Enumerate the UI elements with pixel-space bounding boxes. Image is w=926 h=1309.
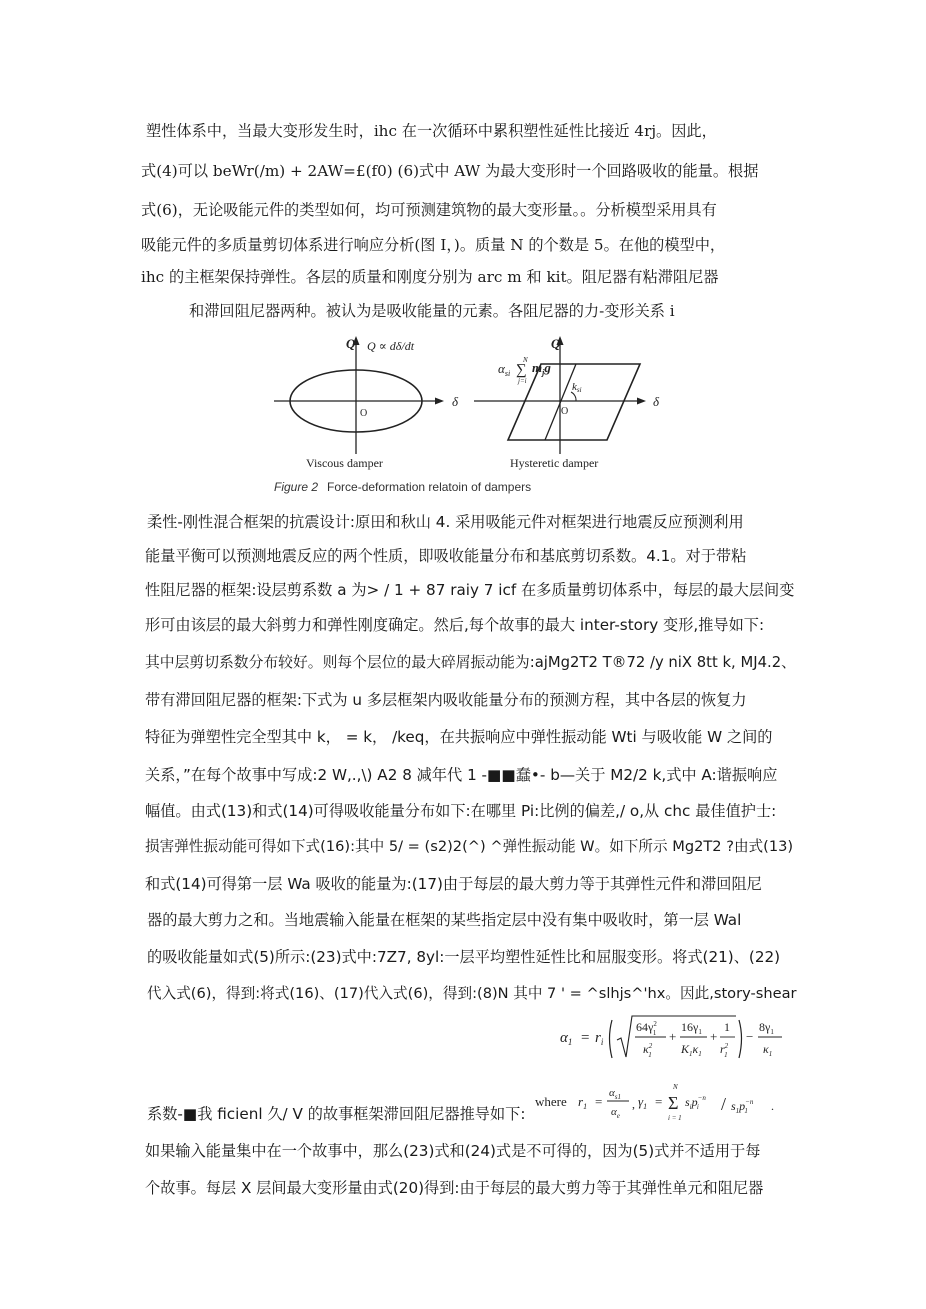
caption-number: Figure 2 [274,480,319,494]
text-line: 塑性体系中，当最大变形发生时，ihc 在一次循环中累积塑性延性比接近 4rj。因此， [146,122,717,140]
where-si-pi: $s_ip^{-n}$ i [685,1094,706,1111]
where-word: where [535,1094,567,1109]
text-line: 损害弹性振动能可得如下式(16):其中 5/ = (s2)2(^) ^弹性振动能 W。如下所示 Mg2T2 ?由式(13) [145,838,794,855]
where-comma: , [632,1097,635,1111]
delta-axis-arrow [637,398,646,405]
text-line: 特征为弹塑性完全型其中 k， = k， /keq，在共振响应中弹性振动能 Wti 与吸收能 W 之间的 [145,728,773,746]
eq-t2-den: $K_1\kappa_1$ [681,1042,702,1058]
viscous-damper-label: Viscous damper [306,456,383,470]
where-r1: $r_1$ [578,1094,588,1111]
eq-t3-num: 1 [724,1020,730,1034]
text-line: 形可由该层的最大斜剪力和弹性刚度确定。然后,每个故事的最大 inter-story 变形,推导如下: [145,616,765,634]
viscous-relation: Q ∝ dδ/dt [367,339,415,353]
text-line: 幅值。由式(13)和式(14)可得吸收能量分布如下:在哪里 Pi:比例的偏差,/ o,从 chc 最佳值护士: [145,802,777,820]
eq-left-paren [610,1020,613,1058]
hysteretic-damper-plot [474,336,660,470]
where-sum: Σ [668,1093,679,1113]
q-axis-label: Q [346,336,356,351]
figure-2 [260,330,680,480]
text-line: 性阻尼器的框架:设层剪系数 a 为> / 1 + 87 raiy 7 icf 在多质量剪切体系中，每层的最大层间变 [145,581,795,599]
where-eq2: = [655,1094,663,1109]
viscous-damper-plot [274,336,459,470]
eq-equals: = [581,1030,590,1046]
sum-symbol: ∑ [516,362,527,378]
text-line: 和式(14)可得第一层 Wa 吸收的能量为:(17)由于每层的最大剪力等于其弹性元件和滞回阻尼 [145,875,762,893]
text-line: 的吸收能量如式(5)所示:(23)式中:7Z7, 8yl:一层平均塑性延性比和屈服变形。将式(21)、(22) [147,948,781,966]
equation-alpha1 [560,1010,790,1066]
origin-label: O [360,408,368,419]
eq-plus-1: + [669,1029,677,1044]
eq-right-paren [739,1020,742,1058]
delta-axis-label: δ [653,394,660,409]
text-line: 系数-■我 ficienl 久/ V 的故事框架滞回阻尼器推导如下: [147,1105,526,1123]
eq-t1-num: $64\gamma^2$ 1 [636,1020,657,1037]
hysteretic-damper-label: Hysteretic damper [510,456,599,470]
where-slash: / [721,1094,727,1114]
text-line: 器的最大剪力之和。当地震输入能量在框架的某些指定层中没有集中吸收时，第一层 Wal [147,911,742,929]
delta-axis-arrow [435,398,444,405]
sum-term: $m_jg$ [532,360,551,377]
text-line: 和滞回阻尼器两种。被认为是吸收能量的元素。各阻尼器的力-变形关系 i [189,302,675,320]
figure-caption [274,480,531,494]
text-line: ihc 的主框架保持弹性。各层的质量和刚度分别为 arc m 和 kit。阻尼器有粘滞阻尼器 [141,268,719,286]
where-f-den: $\alpha_e$ [611,1106,620,1120]
where-clause [535,1080,785,1124]
eq-t4-num: $8\gamma_1$ [759,1020,774,1036]
text-line: 柔性-刚性混合框架的抗震设计:原田和秋山 4. 采用吸能元件对框架进行地震反应预测利用 [147,513,744,531]
caption-text: Force-deformation relatoin of dampers [327,480,532,494]
where-gamma: $\gamma_1$ [638,1094,648,1111]
q-axis-label: Q [551,336,561,351]
equation-graphic [560,1010,790,1066]
origin-label: O [561,406,569,417]
sum-lower-limit: j=i [518,377,527,385]
where-eq1: = [595,1094,603,1109]
eq-t1-den: $\kappa^2$ 1 [643,1042,653,1059]
text-line: 其中层剪切系数分布较好。则每个层位的最大碎屑振动能为:ajMg2T2 T®72 /y niX 8tt k, MJ4.2、 [145,654,796,671]
text-line: 式(6)，无论吸能元件的类型如何，均可预测建筑物的最大变形量。。分析模型采用具有 [141,201,717,219]
where-s1-p1: $s_1p^{-n}$ 1 [731,1098,754,1115]
eq-t3-den: $r^2$ 1 [720,1042,729,1059]
eq-t4-den: $\kappa_1$ [763,1042,773,1058]
text-line: 关系，”在每个故事中写成:2 W,.,\) A2 8 减年代 1 -■■蠢•- b—关于 M2/2 k,式中 A:谐振响应 [145,766,778,784]
eq-plus-2: + [710,1029,718,1044]
text-line: 吸能元件的多质量剪切体系进行响应分析(图 I，)。质量 N 的个数是 5。在他的模型中， [141,236,726,254]
text-line: 个故事。每层 X 层间最大变形量由式(20)得到:由于每层的最大剪力等于其弹性单元和阻尼器 [145,1179,764,1197]
eq-r: $r_i$ [595,1030,604,1047]
text-line: 带有滞回阻尼器的框架:下式为 u 多层框架内吸收能量分布的预测方程，其中各层的恢复力 [145,691,747,709]
eq-lhs: $\alpha_1$ [560,1030,573,1047]
sum-upper-limit: N [523,356,528,364]
eq-minus: − [746,1029,754,1044]
hysteretic-loop [508,364,640,440]
text-line: 代入式(6)，得到:将式(16)、(17)代入式(6)，得到:(8)N 其中 7 ' = ^slhjs^'hx。因此,story-shear [147,985,797,1002]
alpha-symbol: $\alpha_{si}$ [498,361,511,378]
stiffness-arc [571,392,576,401]
where-sum-bottom: i = 1 [668,1114,682,1122]
where-dot: . [771,1099,774,1113]
text-line: 能量平衡可以预测地震反应的两个性质，即吸收能量分布和基底剪切系数。4.1。对于带粘 [145,547,747,565]
eq-sqrt [617,1016,736,1057]
eq-t2-num: $16\gamma_1$ [681,1020,702,1036]
where-f-num: $\alpha_{s1}$ [609,1087,622,1101]
delta-axis-label: δ [452,394,459,409]
where-sum-top: N [673,1083,678,1091]
where-graphic [535,1080,785,1124]
text-line: 如果输入能量集中在一个故事中，那么(23)式和(24)式是不可得的，因为(5)式并不适用于每 [145,1142,761,1160]
stiffness-label: ksi [572,381,582,394]
text-line: 式(4)可以 beWr(/m) + 2AW=£(f0) (6)式中 AW 为最大变形时一个回路吸收的能量。根据 [141,162,759,180]
